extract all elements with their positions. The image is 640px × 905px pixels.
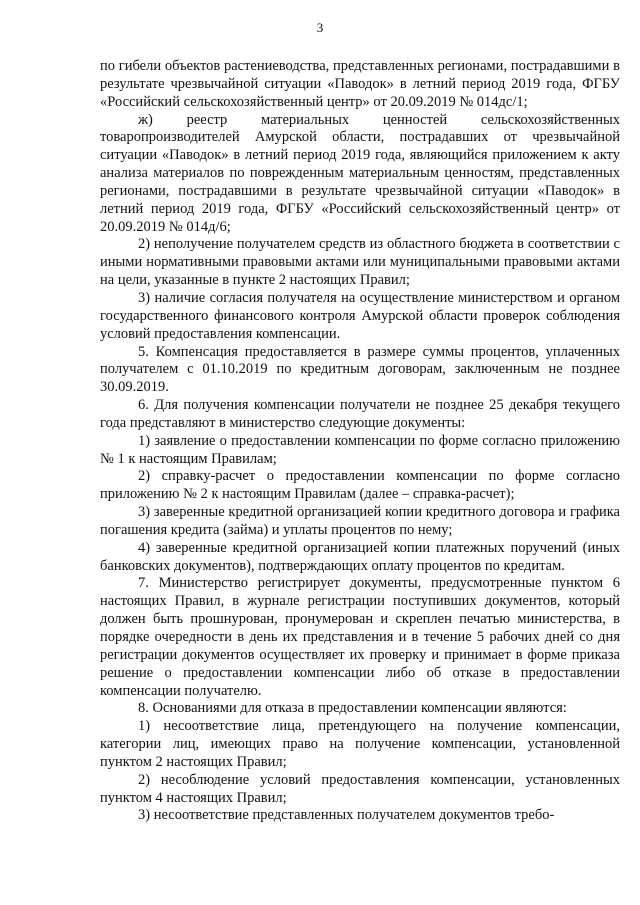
paragraph-clause-6-item-3: 3) заверенные кредитной организацией копии кредитного договора и графика погашения кредита (займа) и уплаты процентов по нему;: [100, 504, 620, 538]
paragraph-clause-6-item-1: 1) заявление о предоставлении компенсации по форме согласно приложению № 1 к настоящим Правилам;: [100, 432, 620, 467]
paragraph-clause-6: 6. Для получения компенсации получатели не позднее 25 декабря текущего года представляют в министерство следующие документы:: [100, 397, 620, 431]
paragraph-clause-8: 8. Основаниями для отказа в предоставлении компенсации являются:: [138, 700, 567, 717]
paragraph-clause-6-item-2: 2) справку-расчет о предоставлении компенсации по форме согласно приложению № 2 к настоящим Правилам (далее – справка-расчет);: [100, 468, 620, 503]
paragraph-clause-6-item-4: 4) заверенные кредитной организацией копии платежных поручений (иных банковских документов), подтверждающих оплату процентов по кредитам.: [100, 539, 620, 574]
paragraph-clause-8-item-2: 2) несоблюдение условий предоставления компенсации, установленных пунктом 4 настоящих Правил;: [100, 771, 620, 806]
paragraph-continuation: по гибели объектов растениеводства, представленных регионами, пострадавшими в результате чрезвычайной ситуации «Паводок» в летний период 2019 года, ФГБУ «Российский сельскохозяйственный центр» от 20.09.2019 № 014дс/1;: [100, 58, 620, 110]
paragraph-clause-8-item-3: 3) несоответствие представленных получателем документов требо-: [138, 807, 555, 824]
paragraph-item-2: 2) неполучение получателем средств из областного бюджета в соответствии с иными нормативными правовыми актами или муниципальными правовыми актами на цели, указанные в пункте 2 настоящих Правил;: [100, 236, 620, 289]
page-number: 3: [316, 20, 324, 35]
document-body: [100, 58, 620, 825]
paragraph-item-zh: ж) реестр материальных ценностей сельскохозяйственных товаропроизводителей Амурской области, пострадавших от чрезвычайной ситуации «Паводок» в летний период 2019 года, являющийся приложением к акту анализа материалов по поврежденным материальным ценностям, представленных регионами, пострадавшими в результате чрезвычайной ситуации «Паводок» в летний период 2019 года, ФГБУ «Российский сельскохозяйственный центр» от 20.09.2019 № 014д/6;: [100, 111, 620, 235]
paragraph-clause-8-item-1: 1) несоответствие лица, претендующего на получение компенсации, категории лиц, имеющих право на получение компенсации, установленной пунктом 2 настоящих Правил;: [100, 718, 620, 770]
paragraph-clause-5: 5. Компенсация предоставляется в размере суммы процентов, уплаченных получателем с 01.10.2019 по кредитным договорам, заключенным не позднее 30.09.2019.: [100, 343, 620, 396]
paragraph-clause-7: 7. Министерство регистрирует документы, предусмотренные пунктом 6 настоящих Правил, в журнале регистрации поступивших документов, который должен быть прошнурован, пронумерован и скреплен печатью министерства, в порядке очередности в день их представления и в течение 5 рабочих дней со дня регистрации документов осуществляет их проверку и принимает в форме приказа решение о предоставлении компенсации либо об отказе в предоставлении компенсации получателю.: [100, 575, 620, 699]
paragraph-item-3: 3) наличие согласия получателя на осуществление министерством и органом государственного финансового контроля Амурской области проверок соблюдения условий предоставления компенсации.: [100, 289, 620, 342]
